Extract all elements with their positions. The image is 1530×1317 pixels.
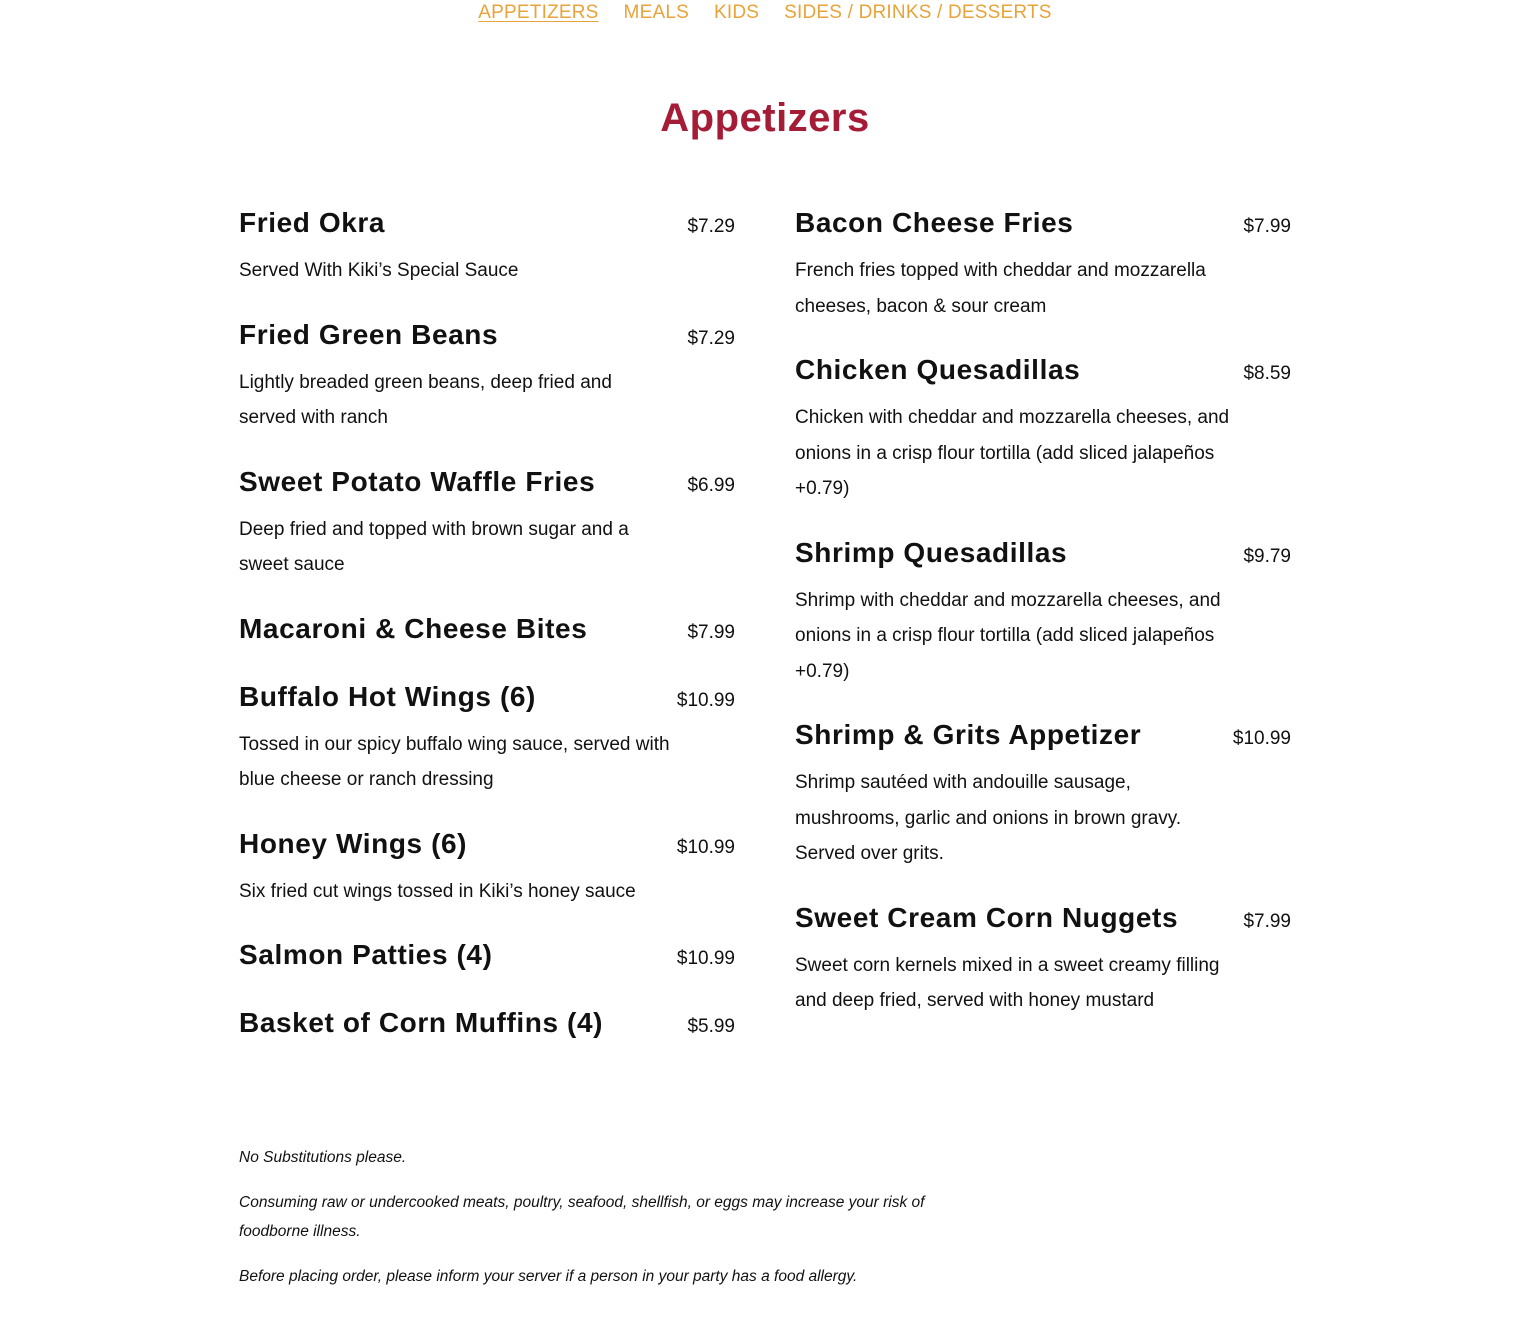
menu-item <box>239 317 735 436</box>
item-name: Fried Okra <box>239 207 386 238</box>
item-name: Basket of Corn Muffins (4) <box>239 1007 604 1038</box>
item-name: Macaroni & Cheese Bites <box>239 612 588 644</box>
menu-item <box>239 205 735 289</box>
note-food-allergy: Before placing order, please inform your server if a person in your party has a food allergy. <box>239 1268 858 1285</box>
note-no-substitutions: No Substitutions please. <box>239 1149 407 1166</box>
item-price: $6.99 <box>687 474 735 496</box>
item-price: $10.99 <box>676 948 735 969</box>
item-price: $7.99 <box>687 621 735 643</box>
menu-column-right <box>795 205 1291 1047</box>
menu-item <box>795 535 1291 690</box>
menu-item <box>795 717 1291 872</box>
item-price: $7.29 <box>687 216 735 237</box>
item-name: Buffalo Hot Wings (6) <box>239 680 536 712</box>
page-title: Appetizers <box>660 96 870 140</box>
item-name: Bacon Cheese Fries <box>795 207 1074 238</box>
item-price: $8.59 <box>1243 363 1291 384</box>
item-price: $10.99 <box>1232 728 1291 749</box>
item-price: $7.99 <box>1243 910 1291 932</box>
menu-item <box>239 826 735 910</box>
item-name: Honey Wings (6) <box>239 827 468 859</box>
item-description: Shrimp with cheddar and mozzarella cheeses, and onions in a crisp flour tortilla (add sliced jalapeños +0.79) <box>795 589 1221 682</box>
item-price: $7.99 <box>1243 216 1291 237</box>
item-price: $7.29 <box>687 327 735 349</box>
item-name: Salmon Patties (4) <box>239 939 493 970</box>
nav-link-sides-drinks-desserts[interactable]: SIDES / DRINKS / DESSERTS <box>784 2 1052 23</box>
menu-item <box>795 900 1291 1019</box>
nav-link-kids[interactable]: KIDS <box>713 2 760 23</box>
note-foodborne-illness: Consuming raw or undercooked meats, poultry, seafood, shellfish, or eggs may increase your risk of foodborne illness. <box>239 1194 925 1240</box>
menu-item <box>795 205 1291 324</box>
menu-item <box>239 611 735 651</box>
item-price: $10.99 <box>676 689 735 711</box>
item-price: $9.79 <box>1243 545 1291 567</box>
menu-item <box>239 679 735 798</box>
item-name: Fried Green Beans <box>239 318 499 350</box>
menu-column-left <box>239 205 735 1073</box>
item-description: Served With Kiki’s Special Sauce <box>239 260 519 281</box>
item-description: Lightly breaded green beans, deep fried and served with ranch <box>239 371 612 428</box>
item-price: $10.99 <box>676 836 735 858</box>
item-description: Tossed in our spicy buffalo wing sauce, served with blue cheese or ranch dressing <box>239 733 670 790</box>
nav-link-meals[interactable]: MEALS <box>623 2 689 23</box>
menu-item <box>239 937 735 977</box>
menu-category-nav <box>0 2 1530 24</box>
item-description: Six fried cut wings tossed in Kiki’s honey sauce <box>239 880 636 902</box>
item-name: Chicken Quesadillas <box>795 354 1081 385</box>
nav-link-appetizers[interactable]: APPETIZERS <box>478 2 599 23</box>
item-description: Chicken with cheddar and mozzarella cheeses, and onions in a crisp flour tortilla (add sliced jalapeños +0.79) <box>795 407 1230 499</box>
item-description: Deep fried and topped with brown sugar and a sweet sauce <box>239 518 629 575</box>
item-description: Sweet corn kernels mixed in a sweet creamy filling and deep fried, served with honey mustard <box>795 954 1220 1011</box>
item-description: Shrimp sautéed with andouille sausage, mushrooms, garlic and onions in brown gravy. Served over grits. <box>795 772 1182 864</box>
item-name: Sweet Cream Corn Nuggets <box>795 901 1179 933</box>
menu-item <box>239 464 735 583</box>
menu-notes <box>239 1143 939 1307</box>
item-price: $5.99 <box>687 1016 735 1037</box>
item-name: Sweet Potato Waffle Fries <box>239 465 596 497</box>
menu-item <box>239 1005 735 1045</box>
item-name: Shrimp & Grits Appetizer <box>795 719 1142 750</box>
item-description: French fries topped with cheddar and mozzarella cheeses, bacon & sour cream <box>795 260 1206 317</box>
menu-item <box>795 352 1291 507</box>
item-name: Shrimp Quesadillas <box>795 536 1068 568</box>
